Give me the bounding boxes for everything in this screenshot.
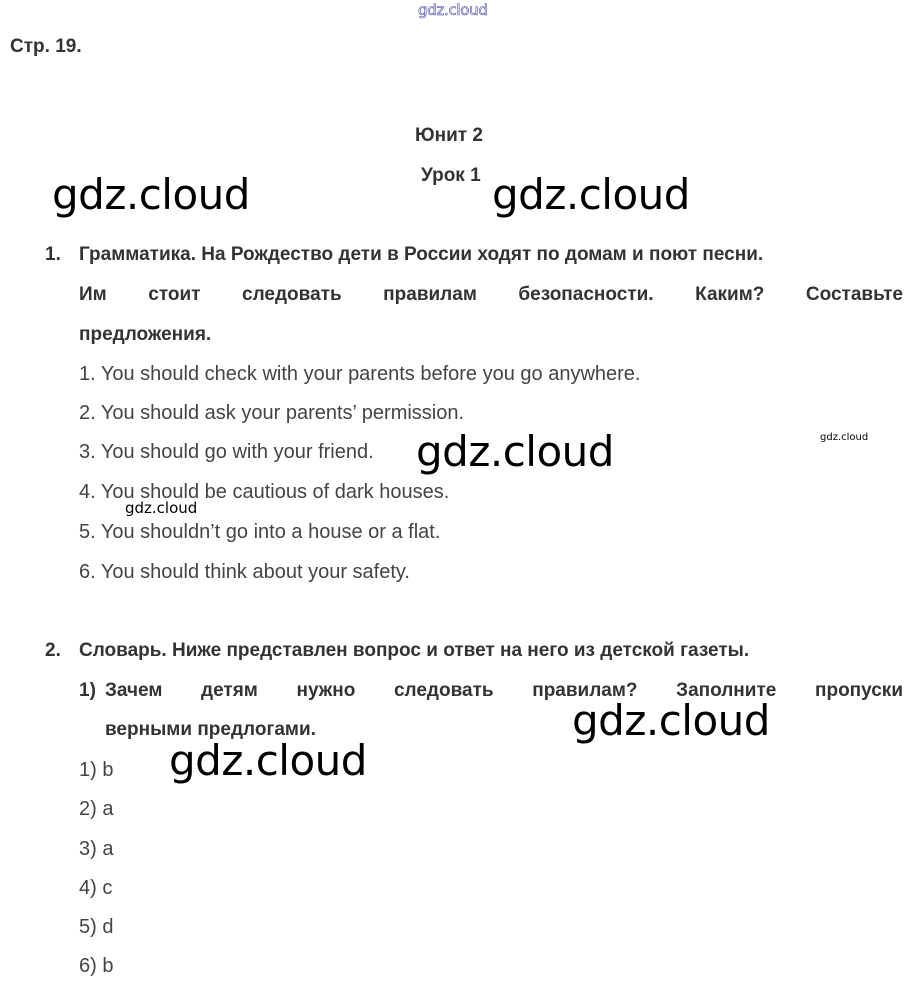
task2-answer-6: 6) b <box>79 955 114 977</box>
unit-title: Юнит 2 <box>415 125 483 146</box>
task2-sub-number: 1) <box>79 680 96 701</box>
task2-answer-2: 2) a <box>79 798 114 820</box>
watermark-4: gdz.cloud <box>820 432 869 443</box>
task1-answer-3: 3. You should go with your friend. <box>79 441 374 463</box>
task1-number: 1. <box>45 244 61 265</box>
task1-answer-6: 6. You should think about your safety. <box>79 561 410 583</box>
watermark-3: gdz.cloud <box>416 427 614 476</box>
page-label: Стр. 19. <box>10 36 82 57</box>
task2-answer-5: 5) d <box>79 916 114 938</box>
task1-answer-1: 1. You should check with your parents before you go anywhere. <box>79 363 641 385</box>
task1-answer-2: 2. You should ask your parents’ permission. <box>79 402 465 424</box>
task1-answer-5: 5. You shouldn’t go into a house or a flat. <box>79 521 441 543</box>
task2-answer-4: 4) c <box>79 877 113 899</box>
task2-line1: Словарь. Ниже представлен вопрос и ответ на него из детской газеты. <box>79 640 750 661</box>
task2-answer-3: 3) a <box>79 838 114 860</box>
task2-sub-line1: Зачем детям нужно следовать правилам? Заполните пропуски <box>105 680 903 701</box>
task2-answer-1: 1) b <box>79 759 114 781</box>
task1-line3: предложения. <box>79 324 212 345</box>
watermark-7: gdz.cloud <box>169 736 367 785</box>
watermark-top: gdz.cloud <box>418 1 488 19</box>
watermark-2: gdz.cloud <box>492 170 690 219</box>
watermark-5: gdz.cloud <box>125 499 198 517</box>
task1-line1: Грамматика. На Рождество дети в России ходят по домам и поют песни. <box>79 244 764 265</box>
watermark-6: gdz.cloud <box>572 696 770 745</box>
task2-sub-line2: верными предлогами. <box>105 719 316 740</box>
task1-line2: Им стоит следовать правилам безопасности. Каким? Составьте <box>79 284 903 305</box>
lesson-title: Урок 1 <box>421 165 481 186</box>
task1-answer-4: 4. You should be cautious of dark houses. <box>79 481 450 503</box>
watermark-1: gdz.cloud <box>52 170 250 219</box>
task2-number: 2. <box>45 640 61 661</box>
